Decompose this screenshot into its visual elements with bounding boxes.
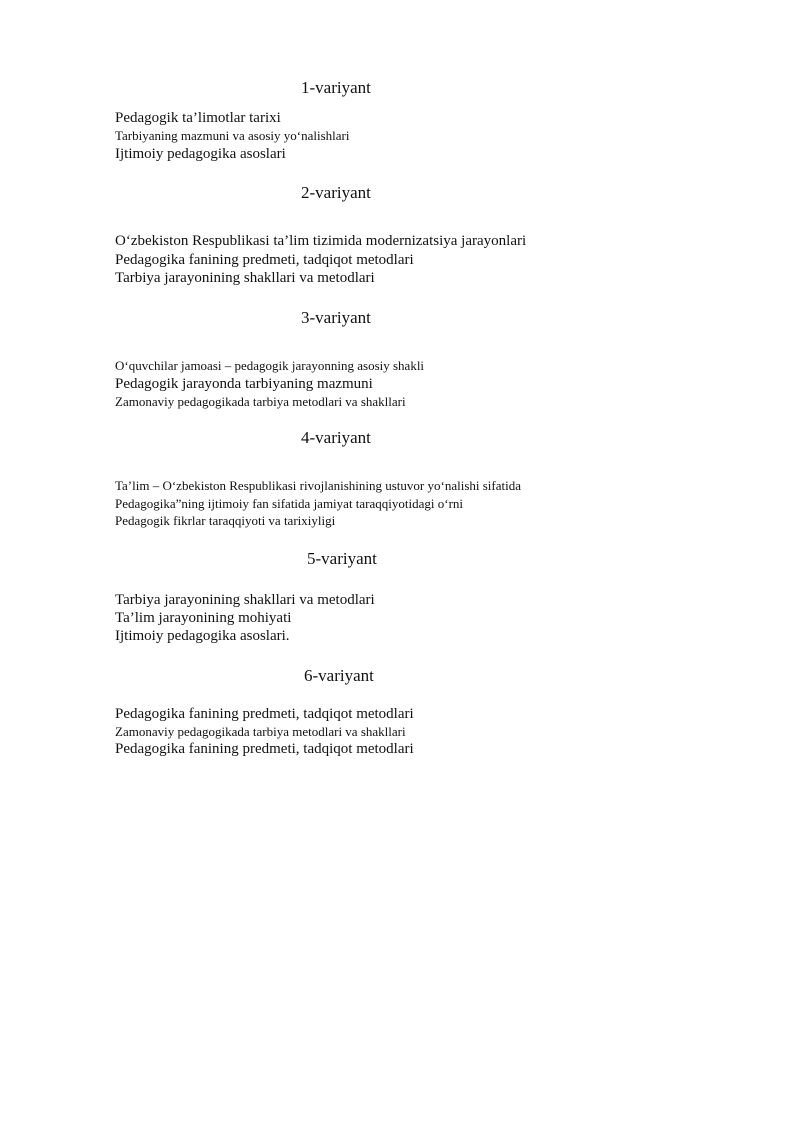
section-3-line-2: Pedagogik jarayonda tarbiyaning mazmuni — [115, 376, 373, 392]
section-4-line-3: Pedagogik fikrlar taraqqiyoti va tarixiyligi — [115, 513, 336, 528]
section-5-line-1: Tarbiya jarayonining shakllari va metodlari — [115, 592, 375, 608]
section-2-line-1: O‘zbekiston Respublikasi ta’lim tizimida modernizatsiya jarayonlari — [115, 233, 527, 249]
section-3-line-3: Zamonaviy pedagogikada tarbiya metodlari va shakllari — [115, 394, 406, 409]
section-1-line-3: Ijtimoiy pedagogika asoslari — [115, 146, 286, 162]
section-2-line-2: Pedagogika fanining predmeti, tadqiqot metodlari — [115, 252, 414, 268]
section-6-line-2: Zamonaviy pedagogikada tarbiya metodlari va shakllari — [115, 724, 406, 739]
section-4-line-1: Ta’lim – O‘zbekiston Respublikasi rivojlanishining ustuvor yo‘nalishi sifatida — [115, 478, 522, 493]
section-1-line-2: Tarbiyaning mazmuni va asosiy yo‘nalishlari — [115, 128, 350, 143]
section-1-line-1: Pedagogik ta’limotlar tarixi — [115, 110, 281, 126]
section-3-title: 3-variyant — [301, 308, 371, 327]
section-5-line-3: Ijtimoiy pedagogika asoslari. — [115, 628, 290, 644]
section-1-title: 1-variyant — [301, 78, 371, 97]
section-6-title: 6-variyant — [304, 666, 374, 685]
section-5-line-2: Ta’lim jarayonining mohiyati — [115, 610, 292, 626]
section-3-line-1: O‘quvchilar jamoasi – pedagogik jarayonning asosiy shakli — [115, 358, 425, 373]
section-2-line-3: Tarbiya jarayonining shakllari va metodlari — [115, 270, 375, 286]
section-4-line-2: Pedagogika”ning ijtimoiy fan sifatida jamiyat taraqqiyotidagi o‘rni — [115, 496, 464, 511]
section-6-line-3: Pedagogika fanining predmeti, tadqiqot metodlari — [115, 741, 414, 757]
section-4-title: 4-variyant — [301, 428, 371, 447]
section-2-title: 2-variyant — [301, 183, 371, 202]
section-6-line-1: Pedagogika fanining predmeti, tadqiqot metodlari — [115, 706, 414, 722]
section-5-title: 5-variyant — [307, 549, 377, 568]
